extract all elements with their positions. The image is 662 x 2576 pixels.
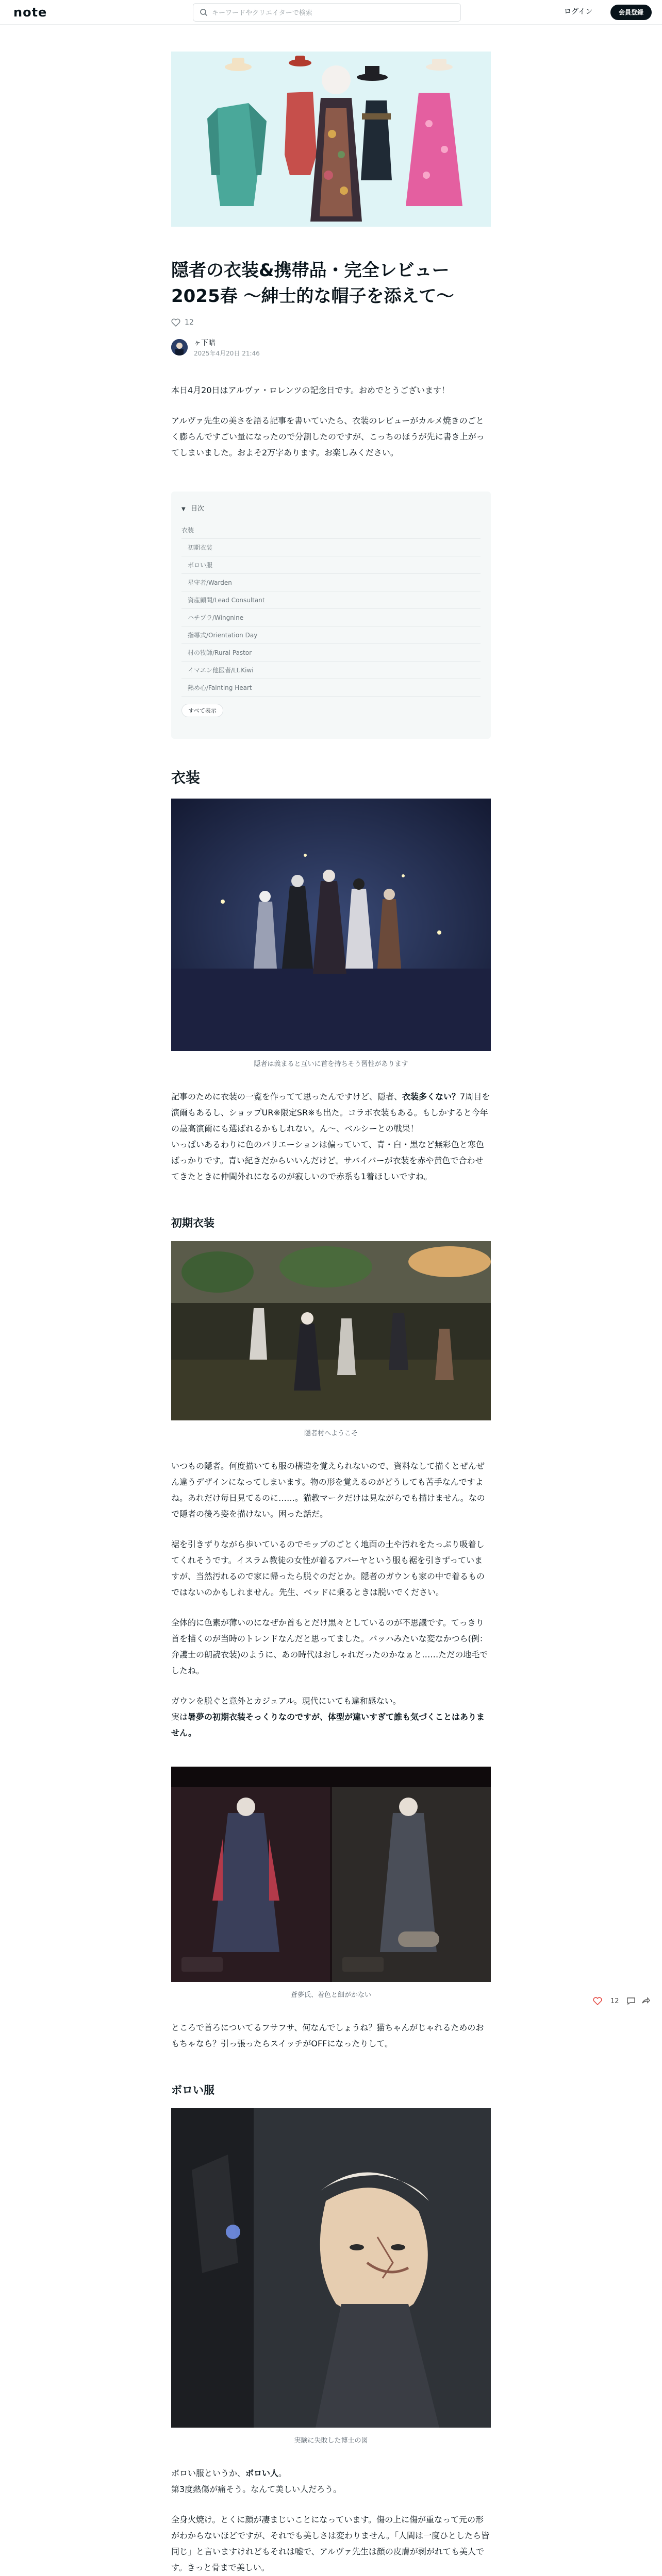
toc-item[interactable]: 衣装 <box>181 521 481 539</box>
toc-item[interactable]: 星守者/Warden <box>181 574 481 591</box>
toc-item[interactable]: ハチブラ/Wingnine <box>181 609 481 626</box>
image-caption: 隠者は義まると互いに首を持ちそう習性があります <box>254 1060 408 1068</box>
screenshot-comparison[interactable] <box>171 1767 491 1982</box>
floating-action-bar <box>593 1995 655 2007</box>
author-block[interactable] <box>171 337 491 358</box>
avatar[interactable] <box>171 339 188 355</box>
heart-icon[interactable] <box>171 318 180 327</box>
image-caption: 実験に失敗した博士の図 <box>294 2437 368 2445</box>
floating-like-count: 12 <box>610 1997 619 2005</box>
hero-image <box>171 52 491 227</box>
section-heading-ragged-clothes: ボロい服 <box>171 2084 214 2096</box>
publish-date: 2025年4月20日 21:46 <box>194 349 260 357</box>
toc-title: 目次 <box>190 505 204 513</box>
article-title: 隠者の衣装&携帯品・完全レビュー 2025春 〜紳士的な帽子を添えて〜 <box>171 260 454 307</box>
ragged-paragraph-2: 全身火焼け。とくに顔が凄まじいことになっています。傷の上に傷が重なって元の形がわからないほどですが、それでも美しさは変わりません。「人間は一度ひとしたら皆同じ」と言いますけれどもそれは嘘で、アルヴァ先生は顔の皮膚が剥がれても美人です。きっと骨まで美しい。 <box>171 2515 489 2572</box>
screenshot-gathering[interactable] <box>171 799 491 1051</box>
outfits-paragraph-2: いっぱいあるわりに色のバリエーションは偏っていて、青・白・黒など無彩色と寒色ばっかりです。青い紀きだからいいんだけど。サバイバーが衣装を赤や黄色で合わせてきたときに仲間外れになるのが寂しいので赤系も1着ほしいですね。 <box>171 1140 484 1181</box>
like-count: 12 <box>185 318 194 327</box>
toc-show-all-button[interactable]: すべて表示 <box>181 704 223 717</box>
author-name[interactable]: ヶ下暗 <box>194 338 216 347</box>
initial-paragraph-5: ところで首ろについてるフサフサ、何なんでしょうね？猫ちゃんがじゃれるためのおもちゃなら？引っ張ったらスイッチがOFFになったりして。 <box>171 2023 484 2048</box>
toc-item[interactable]: ボロい服 <box>181 556 481 574</box>
search-input[interactable] <box>212 7 454 19</box>
intro-paragraph-1: 本日4月20日はアルヴァ・ロレンツの記念日です。おめでとうございます！ <box>171 385 450 395</box>
image-caption: 蒼夢氏、着色と細がかない <box>290 1991 371 1999</box>
hero-illustration <box>171 52 491 227</box>
section-heading-outfits: 衣装 <box>171 769 201 786</box>
screenshot-village[interactable] <box>171 1241 491 1420</box>
initial-paragraph-1: いつもの隠者。何度描いても服の構造を覚えられないので、資料なして描くとぜんぜん違うデザインになってしまいます。物の形を覚えるのがどうしても苦手なんですよね。あれだけ毎日見てるのに……。猫教マークだけは見ながらでも描けません。なので隠者の後ろ姿を描けない。困った話だ。 <box>171 1461 485 1519</box>
section-heading-initial-outfit: 初期衣装 <box>171 1217 214 1229</box>
comment-icon[interactable] <box>626 1996 636 2006</box>
game-screenshot-4 <box>171 2108 491 2428</box>
share-icon[interactable] <box>641 1996 650 2006</box>
outfits-paragraph-1: 記事のために衣装の一覧を作ってて思ったんですけど、隠者、衣装多くない？7周目を演爾もあるし、ショップUR※限定SR※も出た。コラボ衣装もある。もしかすると今年の最高演爾にも選ばれるかもしれない。ん〜、ベルシーとの戦果！ <box>171 1092 490 1133</box>
initial-paragraph-2: 裾を引きずりながら歩いているのでモップのごとく地面の土や汚れをたっぷり吸着してくれそうです。イスラム教徒の女性が着るアバーヤという服も裾を引きずっていますが、当然汚れるので家に帰ったら脱ぐのだとか。隠者のガウンも家の中で着るものではないのかもしれません。先生、ベッドに乗るときは脱いでください。 <box>171 1539 485 1597</box>
toc-item[interactable]: 指導式/Orientation Day <box>181 626 481 644</box>
chevron-down-icon: ▼ <box>181 506 186 512</box>
initial-paragraph-3: 全体的に色素が薄いのになぜか首もとだけ黒々としているのが不思議です。てっきり首を描くのが当時のトレンドなんだと思ってました。バッハみたいな変なかつら(例：弁護士の朗読衣装)のように、あの時代はおしゃれだったのかなぁと……ただの地毛でしたね。 <box>171 1618 488 1675</box>
image-caption: 隠者村へようこそ <box>304 1430 358 1437</box>
signup-button[interactable]: 会員登録 <box>610 5 652 20</box>
toc-item[interactable]: 資産顧問/Lead Consultant <box>181 591 481 609</box>
note-logo[interactable]: note <box>13 5 47 20</box>
game-screenshot-1 <box>171 799 491 1051</box>
article <box>171 52 491 2576</box>
intro-paragraph-2: アルヴァ先生の美さを語る記事を書いていたら、衣装のレビューがカルメ焼きのごとく膨らんですごい量になったので分割したのですが、こっちのほうが先に書き上がってしまいました。およそ2万字あります。お楽しみください。 <box>171 416 485 457</box>
toc-list <box>181 521 481 697</box>
game-screenshot-3 <box>171 1767 491 1982</box>
toc-item[interactable]: イマエン他医者/Lt.Kiwi <box>181 662 481 679</box>
toc-header[interactable] <box>181 503 481 514</box>
screenshot-burned[interactable] <box>171 2108 491 2428</box>
toc-item[interactable]: 初期衣装 <box>181 539 481 556</box>
search-icon <box>200 8 208 16</box>
like-row[interactable] <box>171 317 491 328</box>
game-screenshot-2 <box>171 1241 491 1420</box>
search-box[interactable] <box>193 3 461 22</box>
login-link[interactable]: ログイン <box>564 8 593 16</box>
table-of-contents <box>171 492 491 739</box>
toc-item[interactable]: 村の牧師/Rural Pastor <box>181 644 481 662</box>
toc-item[interactable]: 熱め心/Fainting Heart <box>181 679 481 697</box>
initial-paragraph-4: ガウンを脱ぐと意外とカジュアル。現代にいても違和感ない。 実は暑夢の初期衣装そっくりなのですが、体型が違いすぎて誰も気づくことはありません。 <box>171 1696 485 1738</box>
ragged-paragraph-1: ボロい服というか、ボロい人。 第3度熱傷が痛そう。なんて美しい人だろう。 <box>171 2468 342 2494</box>
heart-icon[interactable] <box>593 1997 602 2005</box>
site-header <box>0 0 662 25</box>
avatar-image <box>171 339 188 355</box>
